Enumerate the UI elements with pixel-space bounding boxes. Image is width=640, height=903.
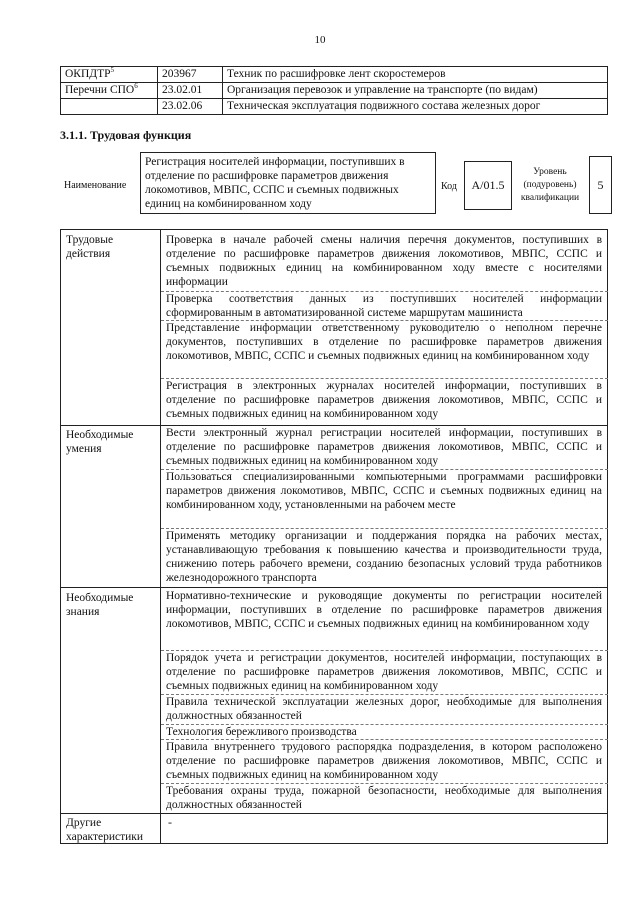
level-label: Уровень (подуровень) квалификации [520,167,580,203]
qualification-level: 5 [589,156,612,214]
knowledge-item: Порядок учета и регистрации документов, носителей информации, поступающих в отделение по расшифровке параметров движения локомотивов, МВПС, ССПС и съемных подвижных единиц на комбинированном ходу [166,652,602,692]
knowledge-item: Требования охраны труда, пожарной безопасности, необходимые для выполнения должностных обязанностей [166,785,602,811]
code-type: Перечни СПО$^6$ [61,83,158,99]
knowledge-item: Правила внутреннего трудового распорядка подразделения, в котором расположено отделение по расшифровке параметров движения локомотивов, МВПС, ССПС и съемных подвижных единиц на комбинированном ходу [166,741,602,781]
code-value: 23.02.06 [158,99,223,115]
page-number: 10 [314,34,326,46]
knowledge-item: Технология бережливого производства [166,726,357,738]
table-row [61,83,608,99]
skills-label: Необходимые умения [66,429,134,455]
row-divider [60,813,608,814]
other-characteristics-label: Другие характеристики [66,817,144,843]
section-title: 3.1.1. Трудовая функция [60,128,192,142]
knowledge-label: Необходимые знания [66,592,134,618]
labor-actions-label: Трудовые действия [66,234,114,260]
labor-action-item: Представление информации ответственному руководителю о неполном перечне документов, поступивших в отделение по расшифровке параметров движения локомотивов, МВПС, ССПС и съемных подвижных единиц на комбинированном ходу [166,322,602,362]
name-label: Наименование [64,180,127,191]
table-row [61,99,608,115]
code-description: Техник по расшифровке лент скоростемеров [223,67,608,83]
code-description: Организация перевозок и управление на транспорте (по видам) [223,83,608,99]
skill-item: Вести электронный журнал регистрации носителей информации, поступивших в отделение по расшифровке параметров движения локомотивов, МВПС, ССПС и съемных подвижных единиц на комбинированном ходу [166,427,602,467]
code-description: Техническая эксплуатация подвижного состава железных дорог [223,99,608,115]
column-divider [160,229,161,844]
skill-item: Пользоваться специализированными компьютерными программами расшифровки параметров движения локомотивов, МВПС, ССПС и съемных подвижных единиц на комбинированном ходу, установленными на рабочем месте [166,471,602,511]
knowledge-item: Нормативно-технические и руководящие документы по регистрации носителей информации, поступивших в отделение по расшифровке параметров движения локомотивов, МВПС, ССПС и съемных подвижных единиц на комбинированном ходу [166,590,602,630]
labor-action-item: Проверка в начале рабочей смены наличия перечня документов, поступивших в отделение по расшифровке параметров движения локомотивов, МВПС, ССПС и съемных подвижных единиц на комбинированном ходу вместе с носителями информации [166,234,602,288]
code-type: ОКПДТР$^5$ [61,67,158,83]
code-value: 203967 [158,67,223,83]
codes-table [60,66,608,115]
labor-action-item: Регистрация в электронных журналах носителей информации, поступивших в отделение по расшифровке параметров движения локомотивов, МВПС, ССПС и съемных подвижных единиц на комбинированном ходу [166,380,602,420]
code-type [61,99,158,115]
row-divider [60,587,608,588]
knowledge-item: Правила технической эксплуатации железных дорог, необходимые для выполнения должностных обязанностей [166,696,602,722]
other-characteristics-value: - [168,815,172,829]
skill-item: Применять методику организации и поддержания порядка на рабочих местах, устанавливающую требования к повышению качества и производительности труда, снижению потерь рабочего времени, созданию безопасных условий труда работников железнодорожного транспорта [166,530,602,584]
function-code: A/01.5 [464,161,512,210]
labor-action-item: Проверка соответствия данных из поступивших носителей информации сформированным в автоматизированной системе маршрутам машиниста [166,293,602,319]
code-label: Код [441,181,457,192]
table-row [61,67,608,83]
code-value: 23.02.01 [158,83,223,99]
function-name: Регистрация носителей информации, поступивших в отделение по расшифровке параметров движения локомотивов, МВПС, ССПС и съемных подвижных единиц на комбинированном ходу [140,152,436,214]
